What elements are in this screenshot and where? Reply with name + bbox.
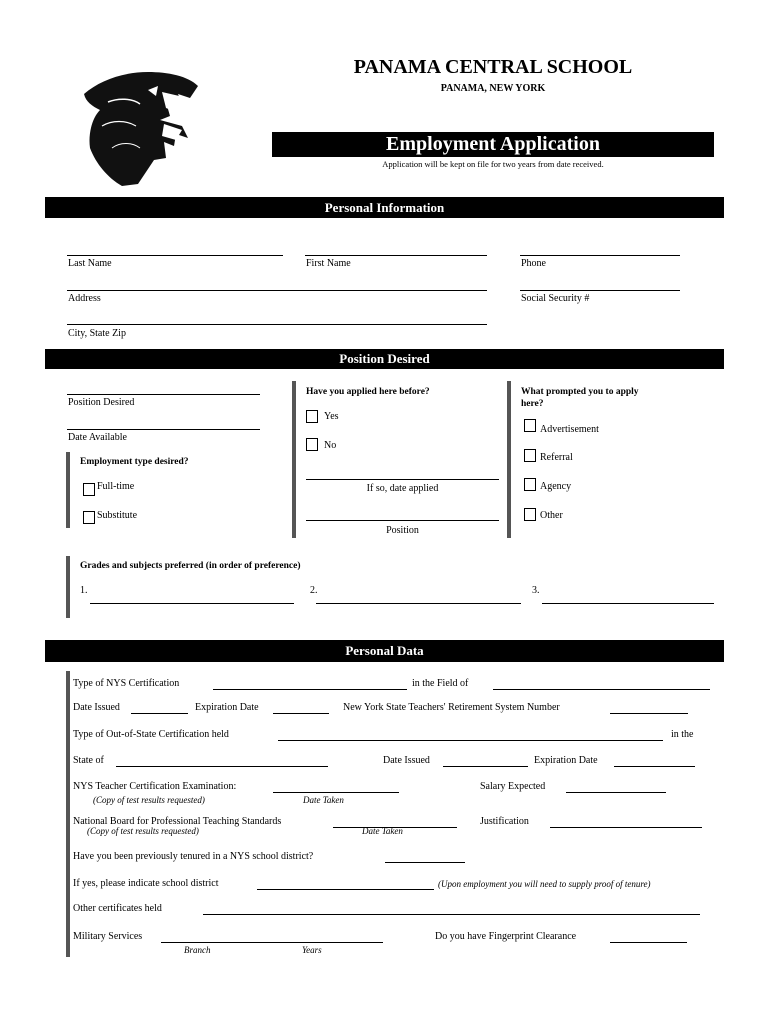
fingerprint-line[interactable]	[610, 942, 687, 943]
copy-requested-2: (Copy of test results requested)	[87, 826, 199, 836]
full-time-checkbox[interactable]	[83, 483, 95, 496]
pref-1-line[interactable]	[90, 603, 294, 604]
pref-1-label: 1.	[80, 585, 88, 596]
other-certs-line[interactable]	[203, 914, 700, 915]
yes-label: Yes	[324, 411, 339, 422]
pref-2-line[interactable]	[316, 603, 521, 604]
prompted-heading-line1: What prompted you to apply	[521, 387, 639, 397]
date-available-line[interactable]	[67, 429, 260, 430]
state-of-label: State of	[73, 755, 104, 766]
expiration-date-2-line[interactable]	[614, 766, 695, 767]
date-issued-line[interactable]	[131, 713, 188, 714]
tenured-question: Have you been previously tenured in a NYS school district?	[73, 851, 314, 862]
grades-heading: Grades and subjects preferred (in order of preference)	[80, 561, 301, 571]
form-title: Employment Application	[386, 133, 600, 155]
section-title: Personal Data	[345, 643, 424, 658]
position-desired-line[interactable]	[67, 394, 260, 395]
salary-expected-line[interactable]	[566, 792, 666, 793]
section-position-desired	[45, 349, 724, 369]
section-personal-information	[45, 197, 724, 218]
advertisement-checkbox[interactable]	[524, 419, 536, 432]
applied-before-bar	[292, 381, 296, 538]
first-name-line[interactable]	[305, 255, 487, 256]
out-of-state-line[interactable]	[278, 740, 663, 741]
military-line[interactable]	[161, 942, 383, 943]
date-taken-1: Date Taken	[303, 795, 344, 805]
tenured-line[interactable]	[385, 862, 465, 863]
other-checkbox[interactable]	[524, 508, 536, 521]
section-personal-data	[45, 640, 724, 662]
date-applied-label: If so, date applied	[366, 483, 439, 494]
other-certs-label: Other certificates held	[73, 903, 162, 914]
retention-note: Application will be kept on file for two years from date received.	[382, 159, 604, 169]
expiration-date-label: Expiration Date	[195, 702, 259, 713]
nys-exam-label: NYS Teacher Certification Examination:	[73, 781, 237, 792]
position-applied-label: Position	[386, 525, 419, 536]
justification-label: Justification	[480, 816, 529, 827]
nys-retirement-label: New York State Teachers' Retirement System Number	[343, 702, 560, 713]
substitute-checkbox[interactable]	[83, 511, 95, 524]
prompted-heading-line2: here?	[521, 399, 544, 409]
copy-requested-1: (Copy of test results requested)	[93, 795, 205, 805]
personal-data-bar	[66, 671, 70, 957]
position-applied-line[interactable]	[306, 520, 499, 521]
employment-type-heading: Employment type desired?	[80, 457, 189, 467]
referral-label: Referral	[540, 452, 573, 463]
panther-logo	[78, 68, 202, 188]
position-desired-label: Position Desired	[68, 397, 135, 408]
first-name-label: First Name	[306, 258, 351, 269]
fingerprint-label: Do you have Fingerprint Clearance	[435, 931, 577, 942]
branch-label: Branch	[184, 945, 211, 955]
last-name-line[interactable]	[67, 255, 283, 256]
out-of-state-label: Type of Out-of-State Certification held	[73, 729, 229, 740]
nys-retirement-line[interactable]	[610, 713, 688, 714]
advertisement-label: Advertisement	[540, 424, 599, 435]
yes-checkbox[interactable]	[306, 410, 318, 423]
phone-line[interactable]	[520, 255, 680, 256]
school-name: PANAMA CENTRAL SCHOOL	[353, 56, 633, 78]
grades-bar	[66, 556, 70, 618]
address-label: Address	[68, 293, 101, 304]
expiration-date-2-label: Expiration Date	[534, 755, 598, 766]
section-title: Personal Information	[324, 200, 445, 215]
state-of-line[interactable]	[116, 766, 328, 767]
other-label: Other	[540, 510, 563, 521]
date-available-label: Date Available	[68, 432, 127, 443]
date-issued-label: Date Issued	[73, 702, 120, 713]
referral-checkbox[interactable]	[524, 449, 536, 462]
address-line[interactable]	[67, 290, 487, 291]
nys-exam-line[interactable]	[273, 792, 399, 793]
pref-2-label: 2.	[310, 585, 318, 596]
district-line[interactable]	[257, 889, 434, 890]
justification-line[interactable]	[550, 827, 702, 828]
city-state-zip-label: City, State Zip	[68, 328, 126, 339]
years-label: Years	[302, 945, 322, 955]
city-state-zip-line[interactable]	[67, 324, 487, 325]
full-time-label: Full-time	[97, 481, 135, 492]
in-field-label: in the Field of	[412, 678, 469, 689]
employment-type-bar	[66, 452, 70, 528]
no-label: No	[324, 440, 337, 451]
school-location: PANAMA, NEW YORK	[440, 83, 546, 94]
date-taken-2: Date Taken	[362, 826, 403, 836]
date-applied-line[interactable]	[306, 479, 499, 480]
title-banner	[272, 132, 714, 157]
pref-3-label: 3.	[532, 585, 540, 596]
type-cert-label: Type of NYS Certification	[73, 678, 180, 689]
date-issued-2-line[interactable]	[443, 766, 528, 767]
pref-3-line[interactable]	[542, 603, 714, 604]
if-yes-district-label: If yes, please indicate school district	[73, 878, 219, 889]
military-label: Military Services	[73, 931, 143, 942]
field-line[interactable]	[493, 689, 710, 690]
agency-checkbox[interactable]	[524, 478, 536, 491]
substitute-label: Substitute	[97, 510, 138, 521]
type-cert-line[interactable]	[213, 689, 407, 690]
section-title: Position Desired	[339, 351, 430, 366]
prompted-bar	[507, 381, 511, 538]
salary-expected-label: Salary Expected	[480, 781, 546, 792]
expiration-date-line[interactable]	[273, 713, 329, 714]
upon-employment-note: (Upon employment you will need to supply proof of tenure)	[438, 879, 651, 889]
no-checkbox[interactable]	[306, 438, 318, 451]
ssn-line[interactable]	[520, 290, 680, 291]
agency-label: Agency	[540, 481, 572, 492]
in-the-label: in the	[671, 729, 694, 740]
ssn-label: Social Security #	[521, 293, 590, 304]
date-issued-2-label: Date Issued	[383, 755, 430, 766]
phone-label: Phone	[521, 258, 546, 269]
applied-before-heading: Have you applied here before?	[306, 387, 430, 397]
national-board-label: National Board for Professional Teaching Standards	[73, 816, 282, 827]
last-name-label: Last Name	[68, 258, 112, 269]
